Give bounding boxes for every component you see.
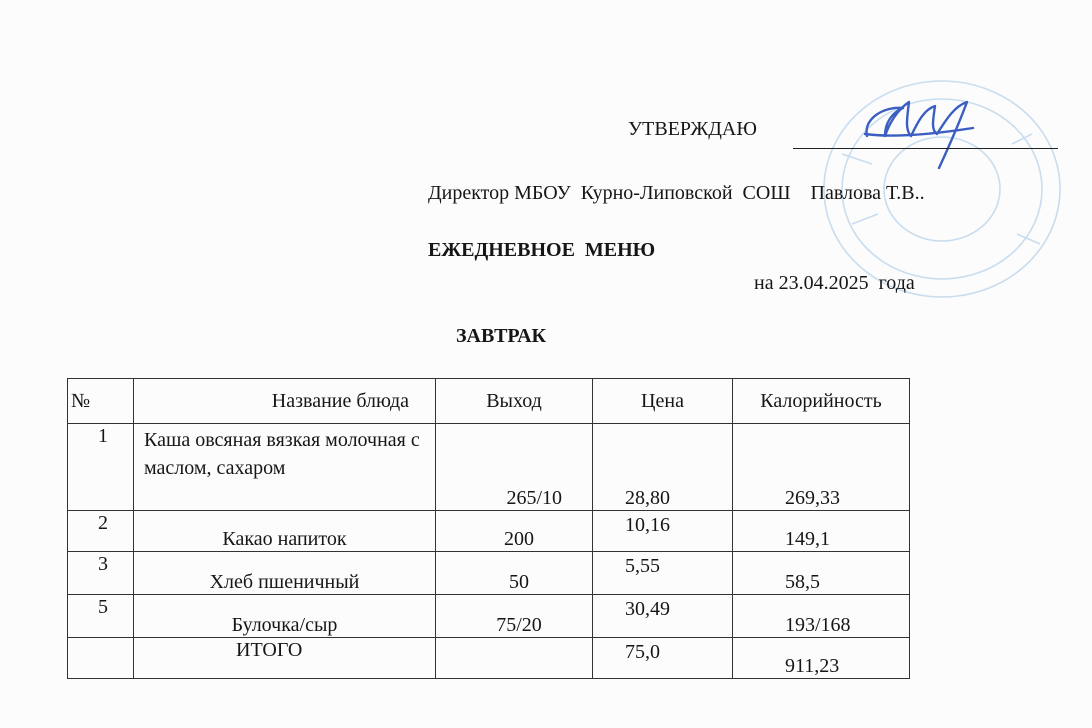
row-number: 5 [68, 595, 134, 638]
column-header-price: Цена [593, 379, 733, 424]
row-number: 1 [68, 424, 134, 511]
total-price: 75,0 [593, 638, 733, 679]
dish-price: 10,16 [593, 511, 733, 552]
menu-title: ЕЖЕДНЕВНОЕ МЕНЮ [428, 239, 656, 261]
dish-calories: 149,1 [733, 511, 910, 552]
dish-name: Хлеб пшеничный [134, 552, 436, 595]
approve-label: УТВЕРЖДАЮ [628, 118, 757, 140]
menu-date: на 23.04.2025 года [754, 272, 915, 294]
director-line: Директор МБОУ Курно-Липовской СОШ Павлова Т.В.. [428, 182, 925, 204]
total-label: ИТОГО [134, 638, 436, 679]
table-row [68, 511, 910, 552]
table-total-row [68, 638, 910, 679]
dish-output: 75/20 [436, 595, 593, 638]
dish-output: 265/10 [436, 424, 593, 511]
dish-calories: 193/168 [733, 595, 910, 638]
row-number: 3 [68, 552, 134, 595]
menu-table [67, 378, 910, 679]
dish-calories: 269,33 [733, 424, 910, 511]
total-empty-cell [68, 638, 134, 679]
column-header-calories: Калорийность [733, 379, 910, 424]
dish-name: Каша овсяная вязкая молочная с маслом, сахаром [134, 424, 436, 511]
section-title: ЗАВТРАК [456, 325, 547, 347]
dish-price: 5,55 [593, 552, 733, 595]
dish-output: 50 [436, 552, 593, 595]
row-number: 2 [68, 511, 134, 552]
director-signature [855, 88, 985, 178]
table-row [68, 552, 910, 595]
table-header-row [68, 379, 910, 424]
dish-name: Булочка/сыр [134, 595, 436, 638]
table-row [68, 595, 910, 638]
column-header-output: Выход [436, 379, 593, 424]
total-calories: 911,23 [733, 638, 910, 679]
column-header-dish: Название блюда [134, 379, 436, 424]
dish-price: 28,80 [593, 424, 733, 511]
table-row [68, 424, 910, 511]
column-header-number: № [68, 379, 134, 424]
dish-price: 30,49 [593, 595, 733, 638]
dish-name: Какао напиток [134, 511, 436, 552]
signature-line [793, 148, 1058, 149]
total-empty-cell [436, 638, 593, 679]
dish-calories: 58,5 [733, 552, 910, 595]
dish-output: 200 [436, 511, 593, 552]
